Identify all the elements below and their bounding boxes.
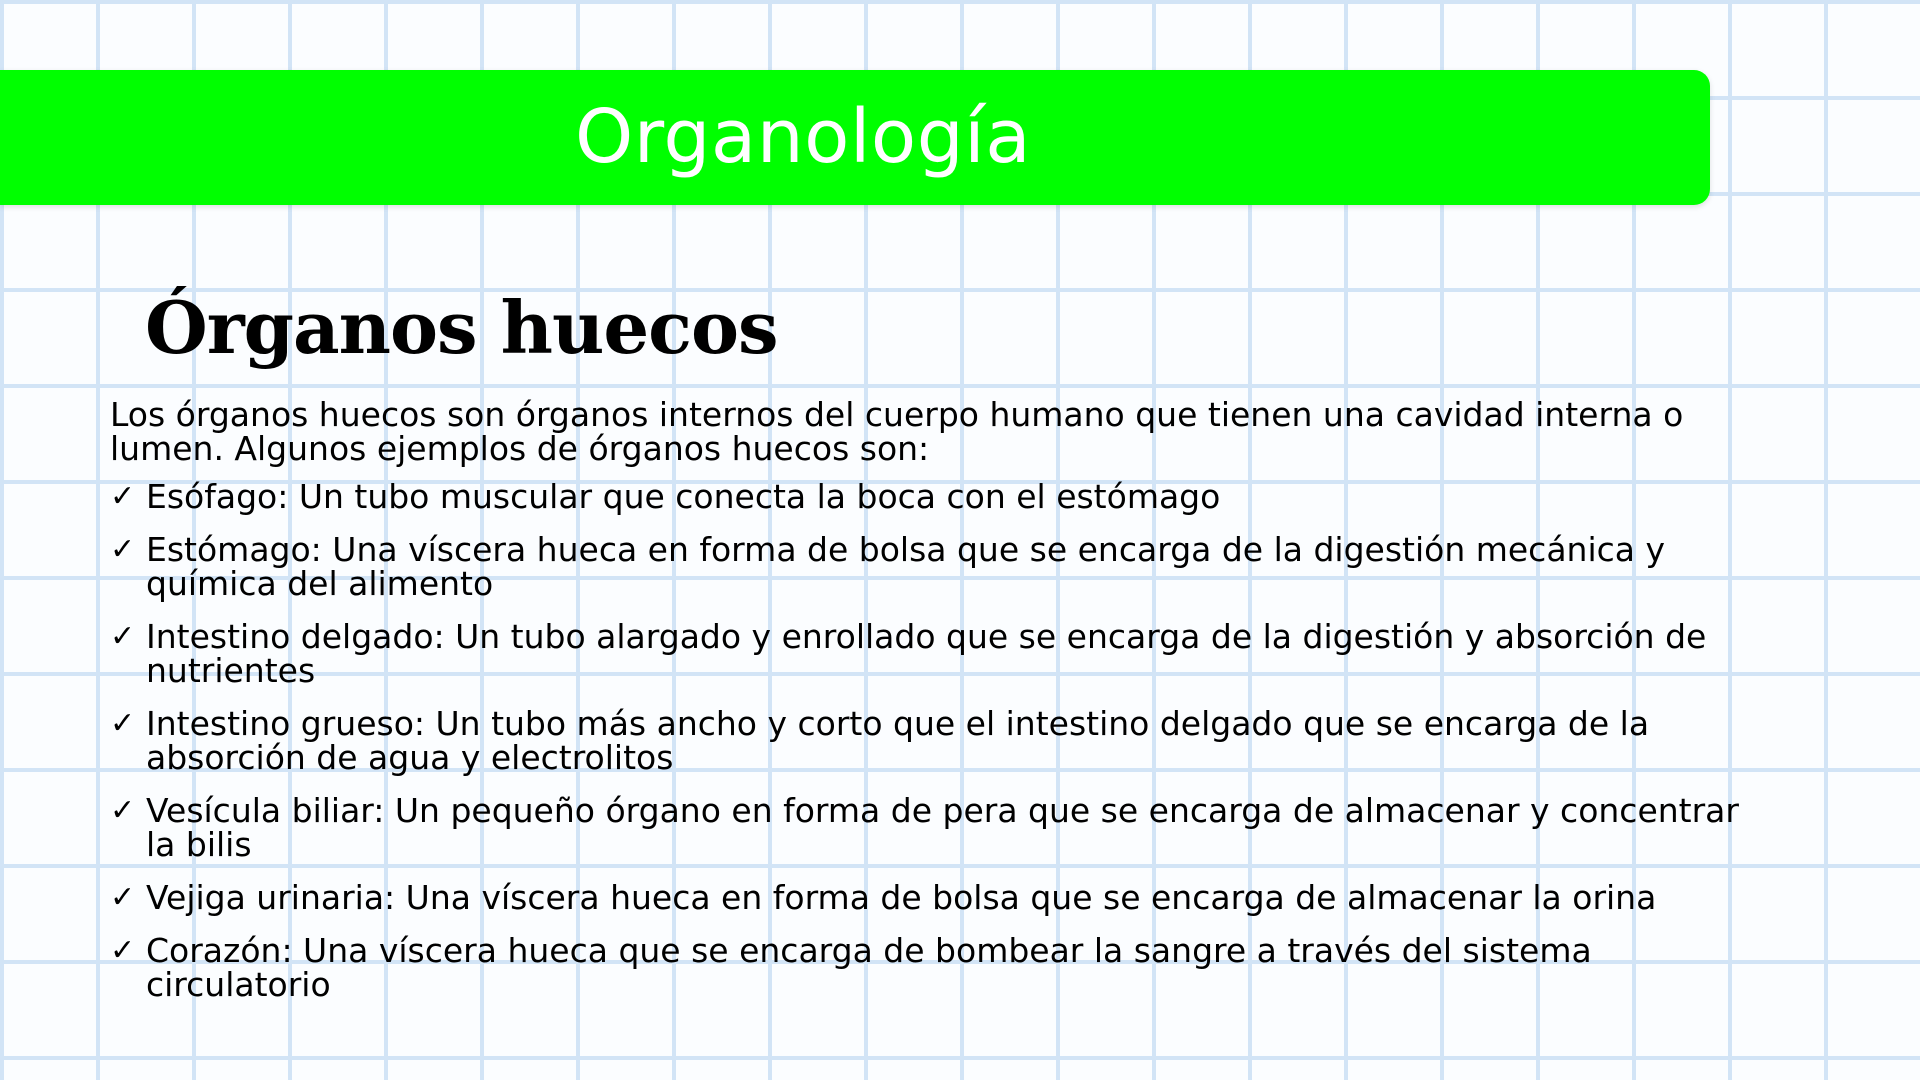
bullet-list [110,477,1760,1004]
list-item-text: Intestino delgado: Un tubo alargado y enrollado que se encarga de la digestión y absorción de nutrientes [146,617,1707,690]
list-item [110,530,1760,603]
checkmark-icon: ✓ [110,479,136,514]
checkmark-icon: ✓ [110,619,136,654]
list-item [110,704,1760,777]
title-bar [0,70,1710,205]
content-body [110,395,1760,1021]
list-item [110,931,1760,1004]
list-item-text: Vesícula biliar: Un pequeño órgano en forma de pera que se encarga de almacenar y concentrar la bilis [146,791,1739,864]
checkmark-icon: ✓ [110,880,136,915]
section-heading: Órganos huecos [145,285,778,370]
list-item [110,878,1760,917]
list-item-text: Estómago: Una víscera hueca en forma de bolsa que se encarga de la digestión mecánica y química del alimento [146,530,1666,603]
slide-title: Organología [575,94,1032,180]
checkmark-icon: ✓ [110,933,136,968]
checkmark-icon: ✓ [110,706,136,741]
checkmark-icon: ✓ [110,532,136,567]
intro-paragraph: Los órganos huecos son órganos internos del cuerpo humano que tienen una cavidad interna o lumen. Algunos ejemplos de órganos huecos son: [110,395,1684,468]
list-item-text: Vejiga urinaria: Una víscera hueca en forma de bolsa que se encarga de almacenar la orina [146,878,1657,917]
list-item [110,617,1760,690]
list-item-text: Corazón: Una víscera hueca que se encarga de bombear la sangre a través del sistema circulatorio [146,931,1592,1004]
list-item-text: Esófago: Un tubo muscular que conecta la boca con el estómago [146,477,1221,516]
list-item-text: Intestino grueso: Un tubo más ancho y corto que el intestino delgado que se encarga de la absorción de agua y electrolitos [146,704,1650,777]
list-item [110,791,1760,864]
list-item [110,477,1760,516]
checkmark-icon: ✓ [110,793,136,828]
